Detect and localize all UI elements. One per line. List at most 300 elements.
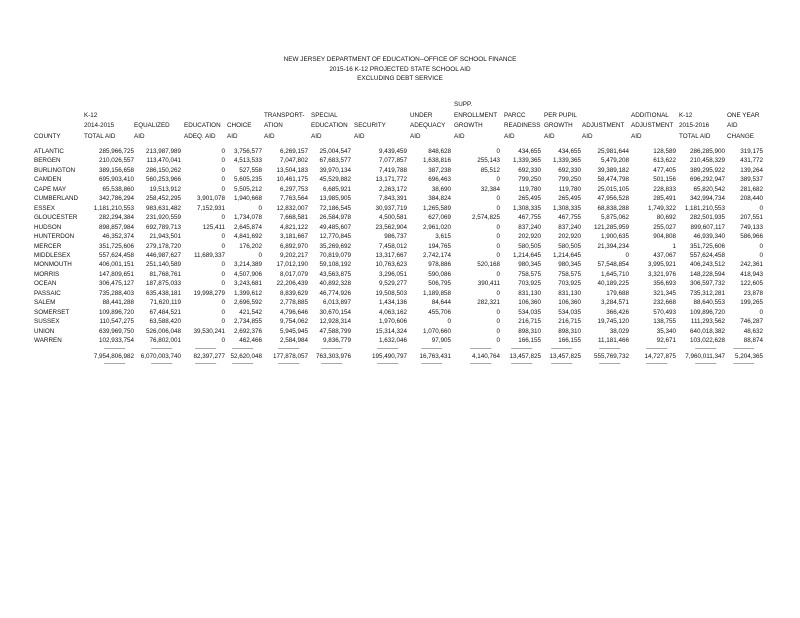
amount-cell: 0 [221,337,225,344]
amount-cell: 103,022,628 [689,337,725,344]
amount-cell: 0 [258,204,262,212]
amount-cell: 25,981,644 [597,148,629,155]
amount-cell: 0 [221,318,225,326]
amount-cell: 692,330 [558,166,581,174]
separator-dash: ------------------ [695,361,716,368]
amount-cell: 1,749,322 [647,204,676,212]
column-header [264,111,304,142]
amount-cell: 0 [221,270,225,278]
table-row [0,251,800,260]
column-header-line: EQUALIZED [134,122,170,130]
table-row [0,223,800,232]
amount-cell: 7,763,564 [279,195,308,203]
amount-cell: 228,833 [653,185,676,193]
amount-cell: 39,530,241 [193,327,225,335]
separator-dash: ------------------ [646,361,667,368]
amount-cell: 0 [496,318,500,326]
amount-cell: 627,069 [428,214,451,222]
amount-cell: 16,763,431 [419,353,451,361]
amount-cell: 46,774,926 [319,289,351,297]
county-name-cell: MERCER [34,242,62,250]
amount-cell: 342,786,294 [98,195,134,203]
column-header-line: K-12 [679,111,693,119]
amount-cell: 30,937,719 [375,204,407,212]
amount-cell: 799,250 [558,176,581,184]
amount-cell: 0 [759,251,763,259]
separator-dash: ------------------ [421,361,442,368]
amount-cell: 6,269,157 [279,148,308,155]
amount-cell: 13,171,772 [375,176,407,184]
amount-cell: 11,181,466 [597,337,629,344]
amount-cell: 446,987,627 [145,251,181,259]
amount-cell: 0 [221,233,225,241]
amount-cell: 555,769,732 [593,353,629,361]
amount-cell: 109,896,720 [689,308,725,316]
column-header-line: AID [631,132,642,140]
amount-cell: 22,206,439 [276,280,308,288]
column-header [582,121,624,142]
amount-cell: 758,575 [518,270,541,278]
amount-cell: 125,411 [202,223,225,231]
amount-cell: 6,892,970 [279,242,308,250]
amount-cell: 5,204,365 [734,353,763,361]
amount-cell: 1,940,668 [233,195,262,203]
column-header-line: TOTAL AID [84,132,116,140]
amount-cell: 1,645,710 [600,270,629,278]
amount-cell: 9,439,459 [378,148,407,155]
amount-cell: 166,155 [558,337,581,344]
amount-cell: 5,605,235 [233,176,262,184]
amount-cell: 1,308,335 [512,204,541,212]
amount-cell: 0 [496,176,500,184]
amount-cell: 216,715 [558,318,581,326]
amount-cell: 30,670,154 [319,308,351,316]
amount-cell: 0 [221,261,225,269]
amount-cell: 534,035 [518,308,541,316]
amount-cell: 837,240 [518,223,541,231]
column-header-line: ENROLLMENT [454,111,498,119]
amount-cell: 1,339,365 [512,157,541,165]
amount-cell: 2,734,855 [233,318,262,326]
amount-cell: 356,693 [653,280,676,288]
amount-cell: 21,943,501 [149,233,181,241]
column-header-line: AID [227,132,238,140]
column-header-line: UNDER [410,111,433,119]
separator-dash: ------------------ [695,346,716,353]
amount-cell: 13,504,183 [276,166,308,174]
table-header [0,94,800,142]
amount-cell: 45,529,882 [319,176,351,184]
amount-cell: 148,228,594 [689,270,725,278]
amount-cell: 46,939,340 [693,233,725,241]
amount-cell: 58,474,798 [597,176,629,184]
amount-cell: 25,015,105 [597,185,629,193]
amount-cell: 231,920,559 [145,214,181,222]
amount-cell: 6,013,897 [322,299,351,307]
amount-cell: 46,352,374 [102,233,134,241]
amount-cell: 9,836,779 [322,337,351,344]
amount-cell: 210,026,557 [98,157,134,165]
amount-cell: 5,505,212 [233,185,262,193]
amount-cell: 8,017,079 [279,270,308,278]
county-name-cell: SUSSEX [34,318,60,326]
amount-cell: 19,513,912 [149,185,181,193]
amount-cell: 119,780 [518,185,541,193]
separator-dash: ------------------ [377,361,398,368]
amount-cell: 88,874 [743,337,763,344]
amount-cell: 434,655 [558,148,581,155]
separator-dash: ------------------ [470,346,491,353]
amount-cell: 52,620,048 [230,353,262,361]
amount-cell: 898,310 [518,327,541,335]
county-name-cell: BURLINGTON [34,166,76,174]
column-header-line: ADDITIONAL [631,111,669,119]
amount-cell: 251,140,589 [145,261,181,269]
amount-cell: 1,265,589 [422,204,451,212]
separator-dash: ------------------ [599,346,620,353]
amount-cell: 7,419,788 [378,166,407,174]
amount-cell: 366,426 [606,308,629,316]
amount-cell: 703,925 [518,280,541,288]
amount-cell: 0 [221,185,225,193]
amount-cell: 1 [672,242,676,250]
separator-dash: ------------------ [646,346,667,353]
amount-cell: 111,293,562 [690,318,725,326]
separator-dash: ------------------ [104,361,125,368]
table-row [0,166,800,175]
table-row [0,147,800,156]
amount-cell: 47,588,799 [319,327,351,335]
amount-cell: 5,945,945 [279,327,308,335]
amount-cell: 7,047,802 [279,157,308,165]
amount-cell: 2,645,874 [233,223,262,231]
amount-cell: 213,987,989 [145,148,181,155]
county-name-cell: ATLANTIC [34,148,64,155]
separator-dash: ------------------ [321,361,342,368]
column-header-line: CHOICE [227,122,252,130]
report-title-block [0,55,800,84]
amount-cell: 258,452,295 [145,195,181,203]
amount-cell: 4,140,764 [471,353,500,361]
amount-cell: 39,970,134 [319,166,351,174]
amount-cell: 10,763,623 [375,261,407,269]
amount-cell: 2,961,020 [422,223,451,231]
column-header-line: AID [454,132,465,140]
amount-cell: 2,696,592 [233,299,262,307]
column-header [34,132,61,142]
table-row [0,308,800,317]
amount-cell: 3,321,976 [647,270,676,278]
county-name-cell: CUMBERLAND [34,195,79,203]
amount-cell: 560,253,966 [145,176,181,184]
amount-cell: 106,360 [558,299,581,307]
amount-cell: 746,287 [740,318,763,326]
amount-cell: 176,202 [239,242,262,250]
separator-dash: ------------------ [733,346,754,353]
amount-cell: 831,130 [518,289,541,297]
separator-dash: ------------------ [733,361,754,368]
amount-cell: 6,685,921 [322,185,351,193]
amount-cell: 986,737 [384,233,407,241]
amount-cell: 265,495 [518,195,541,203]
amount-cell: 2,584,984 [279,337,308,344]
separator-dash: ------------------ [195,346,216,353]
amount-cell: 389,295,922 [689,166,725,174]
amount-cell: 904,808 [653,233,676,241]
amount-cell: 557,624,458 [689,251,725,259]
table-row [0,156,800,165]
county-name-cell: OCEAN [34,280,57,288]
amount-cell: 735,312,281 [689,289,725,297]
amount-cell: 39,389,182 [597,166,629,174]
amount-cell: 0 [496,251,500,259]
amount-cell: 342,994,734 [689,195,725,203]
amount-cell: 194,765 [428,242,451,250]
amount-cell: 0 [496,270,500,278]
amount-cell: 88,441,288 [102,299,134,307]
separator-dash: ------------------ [278,346,299,353]
amount-cell: 520,168 [477,261,500,269]
amount-cell: 692,330 [518,166,541,174]
amount-cell: 9,202,217 [279,251,308,259]
column-header-line: ATION [264,122,283,130]
amount-cell: 0 [221,308,225,316]
amount-cell: 0 [496,148,500,155]
separator-dash: ------------------ [151,346,172,353]
amount-cell: 285,966,725 [98,148,134,155]
amount-cell: 21,394,234 [597,242,629,250]
amount-cell: 179,688 [606,289,629,297]
amount-cell: 84,644 [431,299,451,307]
amount-cell: 255,027 [653,223,676,231]
amount-cell: 0 [496,308,500,316]
amount-cell: 406,243,512 [689,261,725,269]
amount-cell: 639,969,750 [98,327,134,335]
amount-cell: 5,479,208 [600,157,629,165]
amount-cell: 6,297,753 [279,185,308,193]
column-header-line: TRANSPORT- [264,111,305,119]
amount-cell: 5,875,062 [600,214,629,222]
separator-dash: ------------------ [195,361,216,368]
separator-dash: ------------------ [511,346,532,353]
amount-cell: 692,789,713 [145,223,181,231]
amount-cell: 11,689,337 [193,251,225,259]
column-header-line: SECURITY [354,122,386,130]
amount-cell: 43,563,875 [319,270,351,278]
amount-cell: 13,317,667 [375,251,407,259]
amount-cell: 13,457,825 [509,353,541,361]
column-header [504,111,540,142]
amount-cell: 68,838,288 [597,204,629,212]
amount-cell: 138,755 [653,318,676,326]
report-note: EXCLUDING DEBT SERVICE [357,75,443,82]
amount-cell: 177,878,057 [272,353,308,361]
amount-cell: 80,692 [656,214,676,222]
amount-cell: 570,493 [653,308,676,316]
amount-cell: 3,181,667 [279,233,308,241]
amount-cell: 7,458,012 [378,242,407,250]
column-header-line: AID [354,132,365,140]
amount-cell: 7,077,857 [378,157,407,165]
county-name-cell: MONMOUTH [34,261,72,269]
amount-cell: 0 [221,157,225,165]
amount-cell: 110,547,275 [99,318,134,326]
amount-cell: 1,070,660 [422,327,451,335]
table-row [0,213,800,222]
amount-cell: 0 [221,280,225,288]
separator-dash: ------------------ [511,361,532,368]
amount-cell: 265,495 [558,195,581,203]
amount-cell: 3,995,921 [647,261,676,269]
county-name-cell: GLOUCESTER [34,214,78,222]
amount-cell: 281,682 [740,185,763,193]
amount-cell: 81,768,761 [149,270,181,278]
amount-cell: 4,841,692 [233,233,262,241]
separator-line [0,361,800,367]
amount-cell: 97,905 [431,337,451,344]
amount-cell: 12,832,007 [276,204,308,212]
amount-cell: 216,715 [518,318,541,326]
separator-dash: ------------------ [421,346,442,353]
amount-cell: 10,461,175 [276,176,308,184]
totals-row [0,352,800,361]
amount-cell: 7,668,581 [279,214,308,222]
amount-cell: 3,296,051 [378,270,407,278]
column-header-line: 2015-2016 [679,122,710,130]
amount-cell: 38,690 [431,185,451,193]
amount-cell: 85,512 [480,166,500,174]
amount-cell: 421,542 [239,308,262,316]
column-header-line: SPECIAL [311,111,338,119]
column-header [410,111,445,142]
amount-cell: 586,966 [740,233,763,241]
separator-dash: ------------------ [470,361,491,368]
column-header-line: ADEQ. AID [184,132,216,140]
amount-cell: 166,155 [518,337,541,344]
amount-cell: 279,178,720 [145,242,181,250]
amount-cell: 506,795 [428,280,451,288]
column-header [84,111,115,142]
amount-cell: 76,802,001 [149,337,181,344]
amount-cell: 4,796,646 [279,308,308,316]
amount-cell: 59,108,192 [319,261,351,269]
amount-cell: 390,411 [477,280,500,288]
amount-cell: 9,754,062 [279,318,308,326]
amount-cell: 207,551 [740,214,763,222]
amount-cell: 351,725,606 [689,242,725,250]
amount-cell: 758,575 [558,270,581,278]
amount-cell: 1,734,078 [233,214,262,222]
amount-cell: 67,484,521 [149,308,181,316]
column-header-line: EDUCATION [184,122,221,130]
table-row [0,317,800,326]
amount-cell: 431,772 [740,157,763,165]
amount-cell: 1,214,645 [512,251,541,259]
amount-cell: 14,727,875 [644,353,676,361]
amount-cell: 92,671 [656,337,676,344]
table-row [0,270,800,279]
column-header-line: PARCC [504,111,526,119]
amount-cell: 67,683,577 [319,157,351,165]
column-header-line: AID [264,132,275,140]
amount-cell: 3,243,681 [233,280,262,288]
amount-cell: 898,857,984 [98,223,134,231]
amount-cell: 40,892,328 [319,280,351,288]
amount-cell: 1,181,210,553 [93,204,134,212]
county-name-cell: SOMERSET [34,308,70,316]
amount-cell: 48,632 [743,327,763,335]
county-name-cell: PASSAIC [34,289,61,297]
amount-cell: 113,470,041 [146,157,181,165]
separator-dash: ------------------ [551,346,572,353]
amount-cell: 0 [625,251,629,259]
column-header [631,111,673,142]
amount-cell: 695,903,410 [98,176,134,184]
table-row [0,336,800,345]
amount-cell: 63,588,420 [149,318,181,326]
column-header-line: 2014-2015 [84,122,115,130]
amount-cell: 202,920 [518,233,541,241]
column-header-line: READINESS [504,122,541,130]
county-name-cell: WARREN [34,337,62,344]
amount-cell: 71,620,119 [149,299,181,307]
amount-cell: 35,340 [656,327,676,335]
amount-cell: 0 [496,204,500,212]
amount-cell: 437,067 [653,251,676,259]
amount-cell: 106,360 [518,299,541,307]
column-header-line: AID [582,132,593,140]
amount-cell: 3,901,078 [196,195,225,203]
amount-cell: 0 [496,242,500,250]
amount-cell: 202,920 [558,233,581,241]
amount-cell: 0 [447,318,451,326]
column-header-line: AID [727,122,738,130]
amount-cell: 635,438,181 [145,289,181,297]
amount-cell: 4,063,162 [378,308,407,316]
amount-cell: 72,186,545 [319,204,351,212]
amount-cell: 286,285,900 [689,148,725,155]
amount-cell: 1,181,210,553 [684,204,725,212]
amount-cell: 285,491 [653,195,676,203]
amount-cell: 898,310 [558,327,581,335]
amount-cell: 88,640,553 [693,299,725,307]
column-header [227,121,252,142]
amount-cell: 32,384 [480,185,500,193]
amount-cell: 0 [759,308,763,316]
column-header [354,121,386,142]
separator-dash: ------------------ [551,361,572,368]
amount-cell: 7,152,931 [196,204,225,212]
amount-cell: 23,878 [743,289,763,297]
column-header [679,111,710,142]
column-header-line: K-12 [84,111,98,119]
amount-cell: 837,240 [558,223,581,231]
amount-cell: 7,954,806,982 [93,353,134,361]
column-header-line: CHANGE [727,132,754,140]
separator-dash: ------------------ [599,361,620,368]
county-name-cell: CAMDEN [34,176,62,184]
amount-cell: 187,875,033 [145,280,181,288]
amount-cell: 319,175 [740,148,763,155]
amount-cell: 351,725,606 [98,242,134,250]
amount-cell: 1,434,136 [378,299,407,307]
amount-cell: 1,189,858 [422,289,451,297]
amount-cell: 0 [221,166,225,174]
column-header-line: AID [311,132,322,140]
amount-cell: 13,457,825 [549,353,581,361]
table-row [0,279,800,288]
amount-cell: 9,529,277 [378,280,407,288]
